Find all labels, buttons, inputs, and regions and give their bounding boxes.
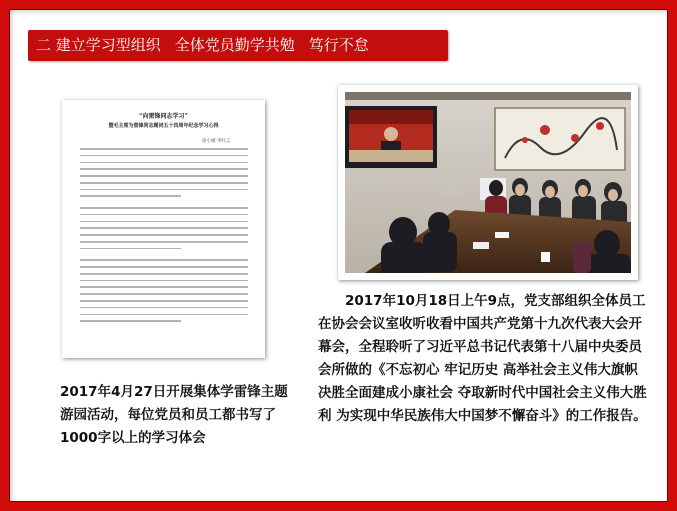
document-subtitle: 暨毛主席为雷锋同志题词五十四周年纪念学习心得 bbox=[108, 123, 219, 129]
right-caption: 2017年10月18日上午9点，党支部组织全体员工在协会会议室收听收看中国共产党第十九次代表大会开幕会，全程聆听了习近平总书记代表第十八届中央委员会所做的《不忘初心 牢记历史 高举社会主义伟大旗帜 决胜全面建成小康社会 夺取新时代中国社会主义伟大胜利 为实现中华民族伟大中国梦不懈奋斗》的工作报告。 bbox=[318, 293, 647, 424]
meeting-photo bbox=[338, 85, 638, 280]
document-body-text bbox=[80, 148, 248, 327]
study-notes-document-image bbox=[62, 100, 265, 358]
section-title-part1: 二 建立学习型组织 bbox=[36, 36, 161, 54]
section-title-bar bbox=[28, 30, 448, 61]
section-title-part2: 全体党员勤学共勉 bbox=[174, 36, 295, 54]
section-title-part3: 笃行不怠 bbox=[308, 36, 369, 54]
document-title: “向雷锋同志学习” bbox=[139, 113, 188, 120]
meeting-room-photo-icon bbox=[345, 92, 631, 273]
document-author: 徐小刚 李红言 bbox=[202, 139, 231, 144]
left-caption: 2017年4月27日开展集体学雷锋主题游园活动，每位党员和员工都书写了1000字以上的学习体会 bbox=[60, 384, 288, 446]
